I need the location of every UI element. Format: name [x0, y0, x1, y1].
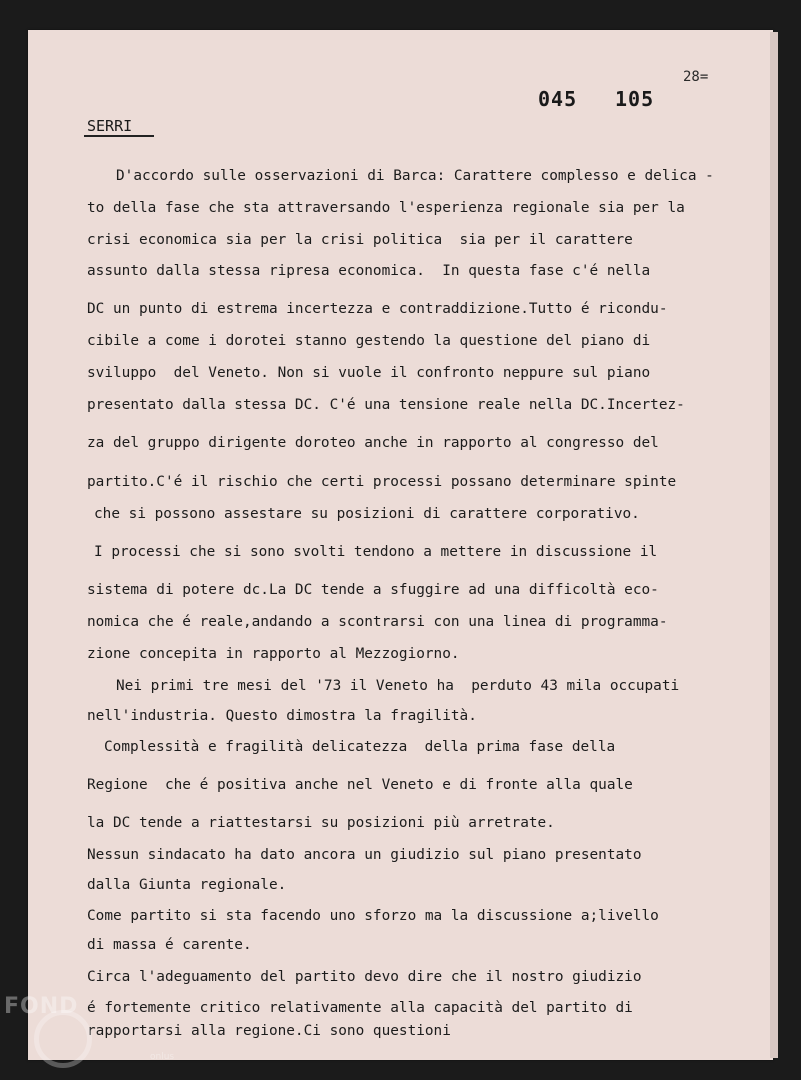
text-line: cibile a come i dorotei stanno gestendo la questione del piano di: [87, 333, 651, 349]
page-edge: [770, 32, 778, 1058]
text-line: DC un punto di estrema incertezza e contraddizione.Tutto é ricondu-: [87, 301, 668, 317]
text-line: presentato dalla stessa DC. C'é una tensione reale nella DC.Incertez-: [87, 397, 685, 413]
text-line: D'accordo sulle osservazioni di Barca: Carattere complesso e delica -: [116, 168, 714, 184]
text-line: za del gruppo dirigente doroteo anche in rapporto al congresso del: [87, 435, 659, 451]
text-line: zione concepita in rapporto al Mezzogiorno.: [87, 646, 460, 662]
text-line: crisi economica sia per la crisi politica sia per il carattere: [87, 232, 633, 248]
text-line: sistema di potere dc.La DC tende a sfuggire ad una difficoltà eco-: [87, 582, 659, 598]
text-line: che si possono assestare su posizioni di carattere corporativo.: [94, 506, 640, 522]
text-line: to della fase che sta attraversando l'esperienza regionale sia per la: [87, 200, 685, 216]
text-line: nell'industria. Questo dimostra la fragilità.: [87, 708, 477, 724]
text-line: assunto dalla stessa ripresa economica. In questa fase c'é nella: [87, 263, 651, 279]
archive-number-2: 105: [615, 87, 655, 111]
text-line: Nei primi tre mesi del '73 il Veneto ha perduto 43 mila occupati: [116, 678, 680, 694]
text-line: di massa é carente.: [87, 937, 252, 953]
text-line: Come partito si sta facendo uno sforzo ma la discussione a;livello: [87, 908, 659, 924]
text-line: Regione che é positiva anche nel Veneto e di fronte alla quale: [87, 777, 633, 793]
text-line: é fortemente critico relativamente alla capacità del partito di: [87, 1000, 633, 1016]
text-line: I processi che si sono svolti tendono a mettere in discussione il: [94, 544, 658, 560]
speaker-underline: [84, 135, 154, 137]
text-line: Complessità e fragilità delicatezza della prima fase della: [104, 739, 616, 755]
text-line: rapportarsi alla regione.Ci sono questioni: [87, 1023, 451, 1039]
text-line: la DC tende a riattestarsi su posizioni più arretrate.: [87, 815, 555, 831]
archive-number-1: 045: [538, 87, 578, 111]
text-line: nomica che é reale,andando a scontrarsi con una linea di programma-: [87, 614, 668, 630]
watermark-subtext: onlus: [150, 1052, 175, 1062]
speaker-name: SERRI: [87, 117, 133, 135]
watermark-logo: FOND: [4, 994, 79, 1019]
text-line: dalla Giunta regionale.: [87, 877, 287, 893]
page-number: 28=: [683, 69, 709, 85]
text-line: sviluppo del Veneto. Non si vuole il confronto neppure sul piano: [87, 365, 651, 381]
text-line: partito.C'é il rischio che certi processi possano determinare spinte: [87, 474, 677, 490]
text-line: Nessun sindacato ha dato ancora un giudizio sul piano presentato: [87, 847, 642, 863]
text-line: Circa l'adeguamento del partito devo dire che il nostro giudizio: [87, 969, 642, 985]
